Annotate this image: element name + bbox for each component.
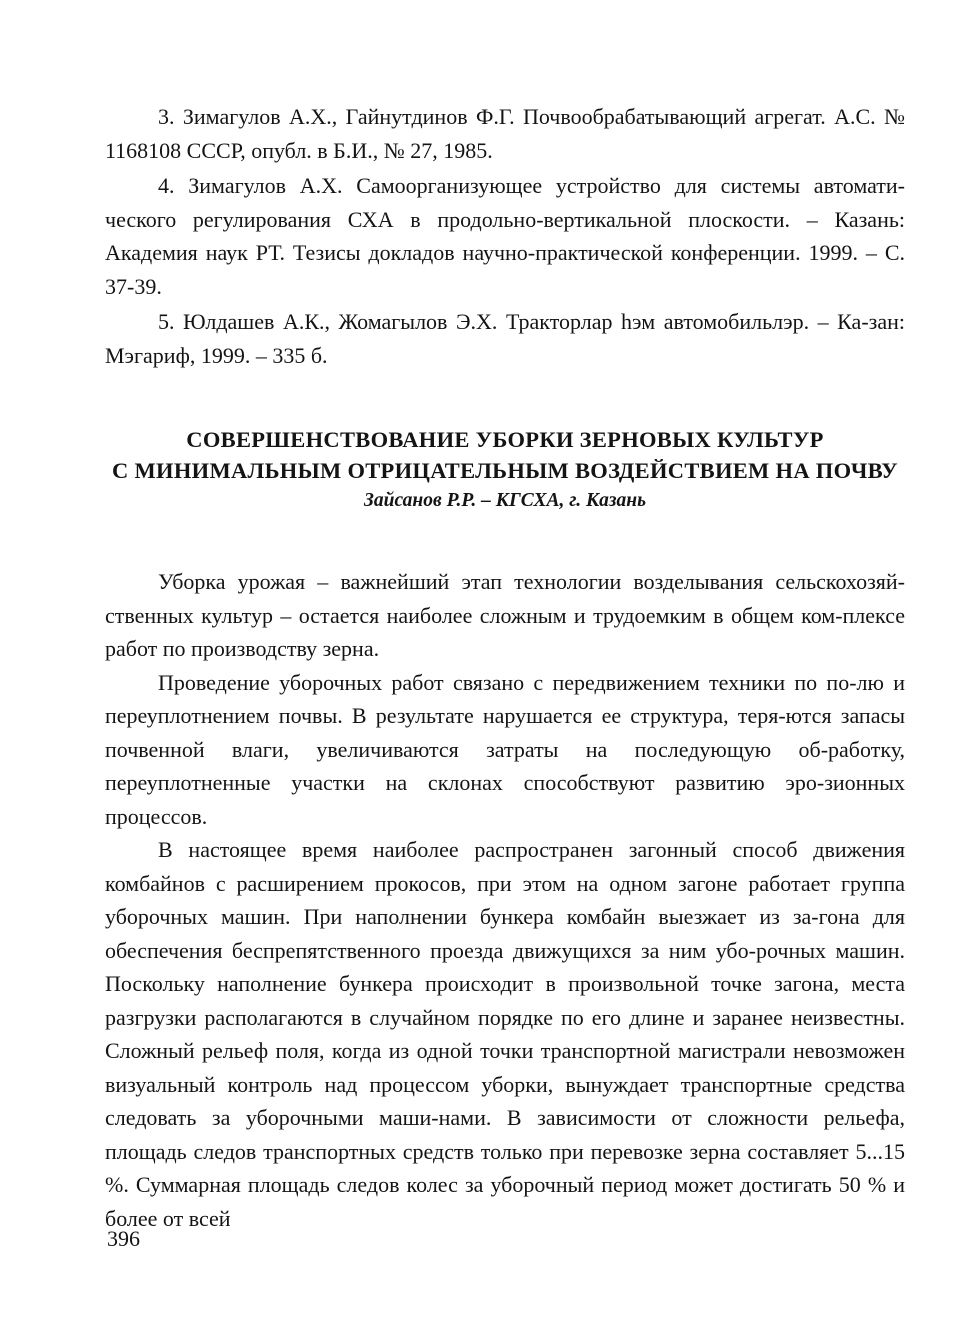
article-title-line-2: С МИНИМАЛЬНЫМ ОТРИЦАТЕЛЬНЫМ ВОЗДЕЙСТВИЕМ НА ПОЧВУ (112, 458, 898, 483)
body-paragraph-3: В настоящее время наиболее распространен загонный способ движения комбайнов с расширением прокосов, при этом на одном загоне работает группа уборочных машин. При наполнении бункера комбайн выезжает из за-гона для обеспечения беспрепятственного проезда движущихся за ним убо-рочных машин. Поскольку наполнение бункера происходит в произвольной точке загона, места разгрузки располагаются в случайном порядке по его длине и заранее неизвестны. Сложный рельеф поля, когда из одной точки транспортной магистрали невозможен визуальный контроль над процессом уборки, вынуждает транспортные средства следовать за уборочными маши-нами. В зависимости от сложности рельефа, площадь следов транспортных средств только при перевозке зерна составляет 5...15 %. Суммарная площадь следов колес за уборочный период может достигать 50 % и более от всей (105, 837, 905, 1231)
article-author: Зайсанов Р.Р. – КГСХА, г. Казань (363, 490, 647, 511)
article-title (105, 424, 905, 486)
body-paragraph-1: Уборка урожая – важнейший этап технологии возделывания сельскохозяй-ственных культур – остается наиболее сложным и трудоемким в общем ком-плексе работ по производству зерна. (105, 569, 905, 661)
reference-item-5: 5. Юлдашев А.К., Жомагылов Э.Х. Тракторлар hэм автомобильлэр. – Ка-зан: Мэгариф, 1999. – 335 б. (105, 309, 905, 368)
article-body (105, 565, 905, 1235)
reference-item-3: 3. Зимагулов А.Х., Гайнутдинов Ф.Г. Почвообрабатывающий агрегат. А.С. № 1168108 СССР, опубл. в Б.И., № 27, 1985. (105, 104, 905, 163)
article-title-line-1: СОВЕРШЕНСТВОВАНИЕ УБОРКИ ЗЕРНОВЫХ КУЛЬТУР (186, 427, 824, 452)
page-content (105, 100, 905, 1235)
reference-list (105, 100, 905, 372)
reference-item-4: 4. Зимагулов А.Х. Самоорганизующее устройство для системы автомати-ческого регулирования СХА в продольно-вертикальной плоскости. – Казань: Академия наук РТ. Тезисы докладов научно-практической конференции. 1999. – С. 37-39. (105, 173, 905, 299)
page-number: 396 (107, 1226, 140, 1251)
body-paragraph-2: Проведение уборочных работ связано с передвижением техники по по-лю и переуплотнением почвы. В результате нарушается ее структура, теря-ются запасы почвенной влаги, увеличиваются затраты на последующую об-работку, переуплотненные участки на склонах способствуют развитию эро-зионных процессов. (105, 669, 905, 829)
